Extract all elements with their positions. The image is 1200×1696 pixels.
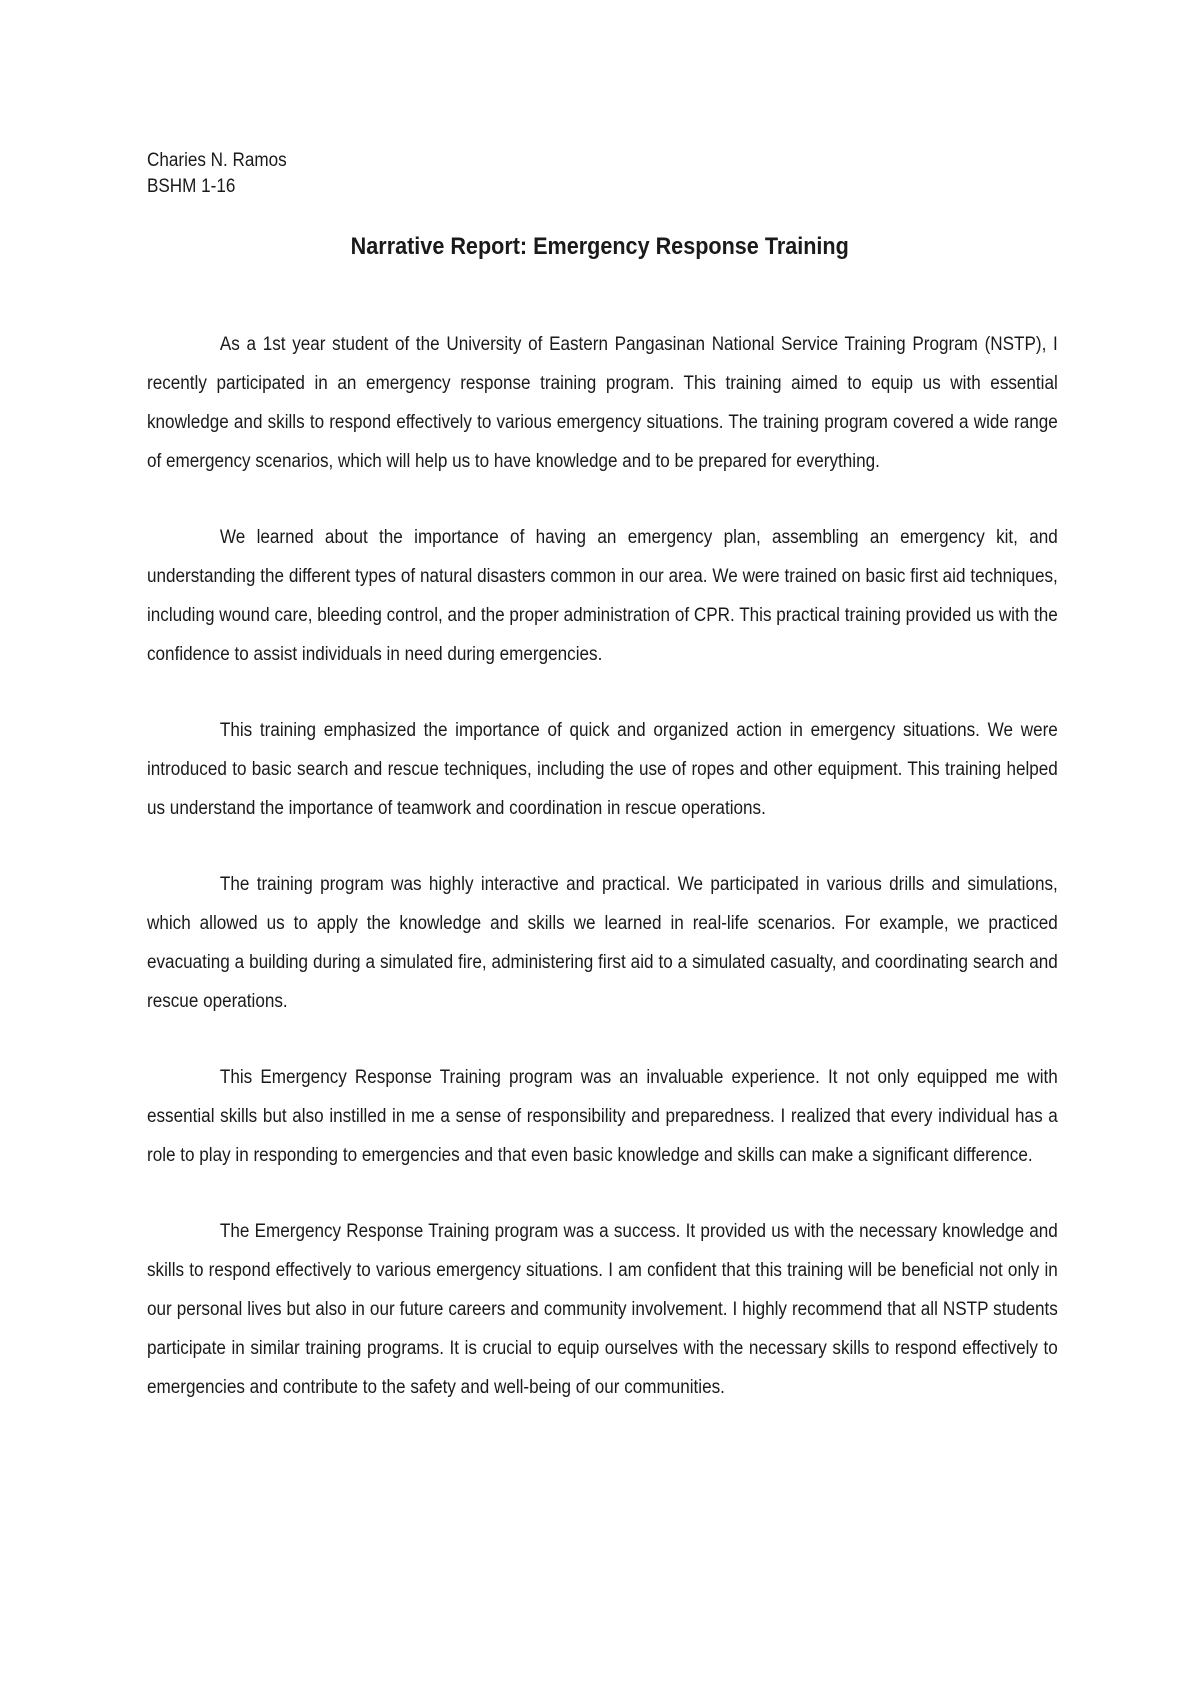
paragraph-2: We learned about the importance of having an emergency plan, assembling an emergency kit, and understanding the different types of natural disasters common in our area. We were trained on basic first aid techniques, including wound care, bleeding control, and the proper administration of CPR. This practical training provided us with the confidence to assist individuals in need during emergencies. <box>147 527 1058 665</box>
paragraph-3: This training emphasized the importance of quick and organized action in emergency situations. We were introduced to basic search and rescue techniques, including the use of ropes and other equipment. This training helped us understand the importance of teamwork and coordination in rescue operations. <box>147 720 1058 819</box>
report-title: Narrative Report: Emergency Response Training <box>350 233 850 260</box>
report-title-wrapper <box>0 232 1200 262</box>
paragraph-5: This Emergency Response Training program was an invaluable experience. It not only equipped me with essential skills but also instilled in me a sense of responsibility and preparedness. I realized that every individual has a role to play in responding to emergencies and that even basic knowledge and skills can make a significant difference. <box>147 1067 1058 1166</box>
paragraph-6: The Emergency Response Training program was a success. It provided us with the necessary knowledge and skills to respond effectively to various emergency situations. I am confident that this training will be beneficial not only in our personal lives but also in our future careers and community involvement. I highly recommend that all NSTP students participate in similar training programs. It is crucial to equip ourselves with the necessary skills to respond effectively to emergencies and contribute to the safety and well-being of our communities. <box>147 1221 1058 1398</box>
report-body <box>147 325 1058 1407</box>
author-name: Charies N. Ramos <box>147 150 287 171</box>
student-section: BSHM 1-16 <box>147 176 236 197</box>
author-block <box>147 148 287 200</box>
paragraph-1: As a 1st year student of the University of Eastern Pangasinan National Service Training Program (NSTP), I recently participated in an emergency response training program. This training aimed to equip us with essential knowledge and skills to respond effectively to various emergency situations. The training program covered a wide range of emergency scenarios, which will help us to have knowledge and to be prepared for everything. <box>147 334 1058 472</box>
paragraph-4: The training program was highly interactive and practical. We participated in various drills and simulations, which allowed us to apply the knowledge and skills we learned in real-life scenarios. For example, we practiced evacuating a building during a simulated fire, administering first aid to a simulated casualty, and coordinating search and rescue operations. <box>147 874 1058 1012</box>
